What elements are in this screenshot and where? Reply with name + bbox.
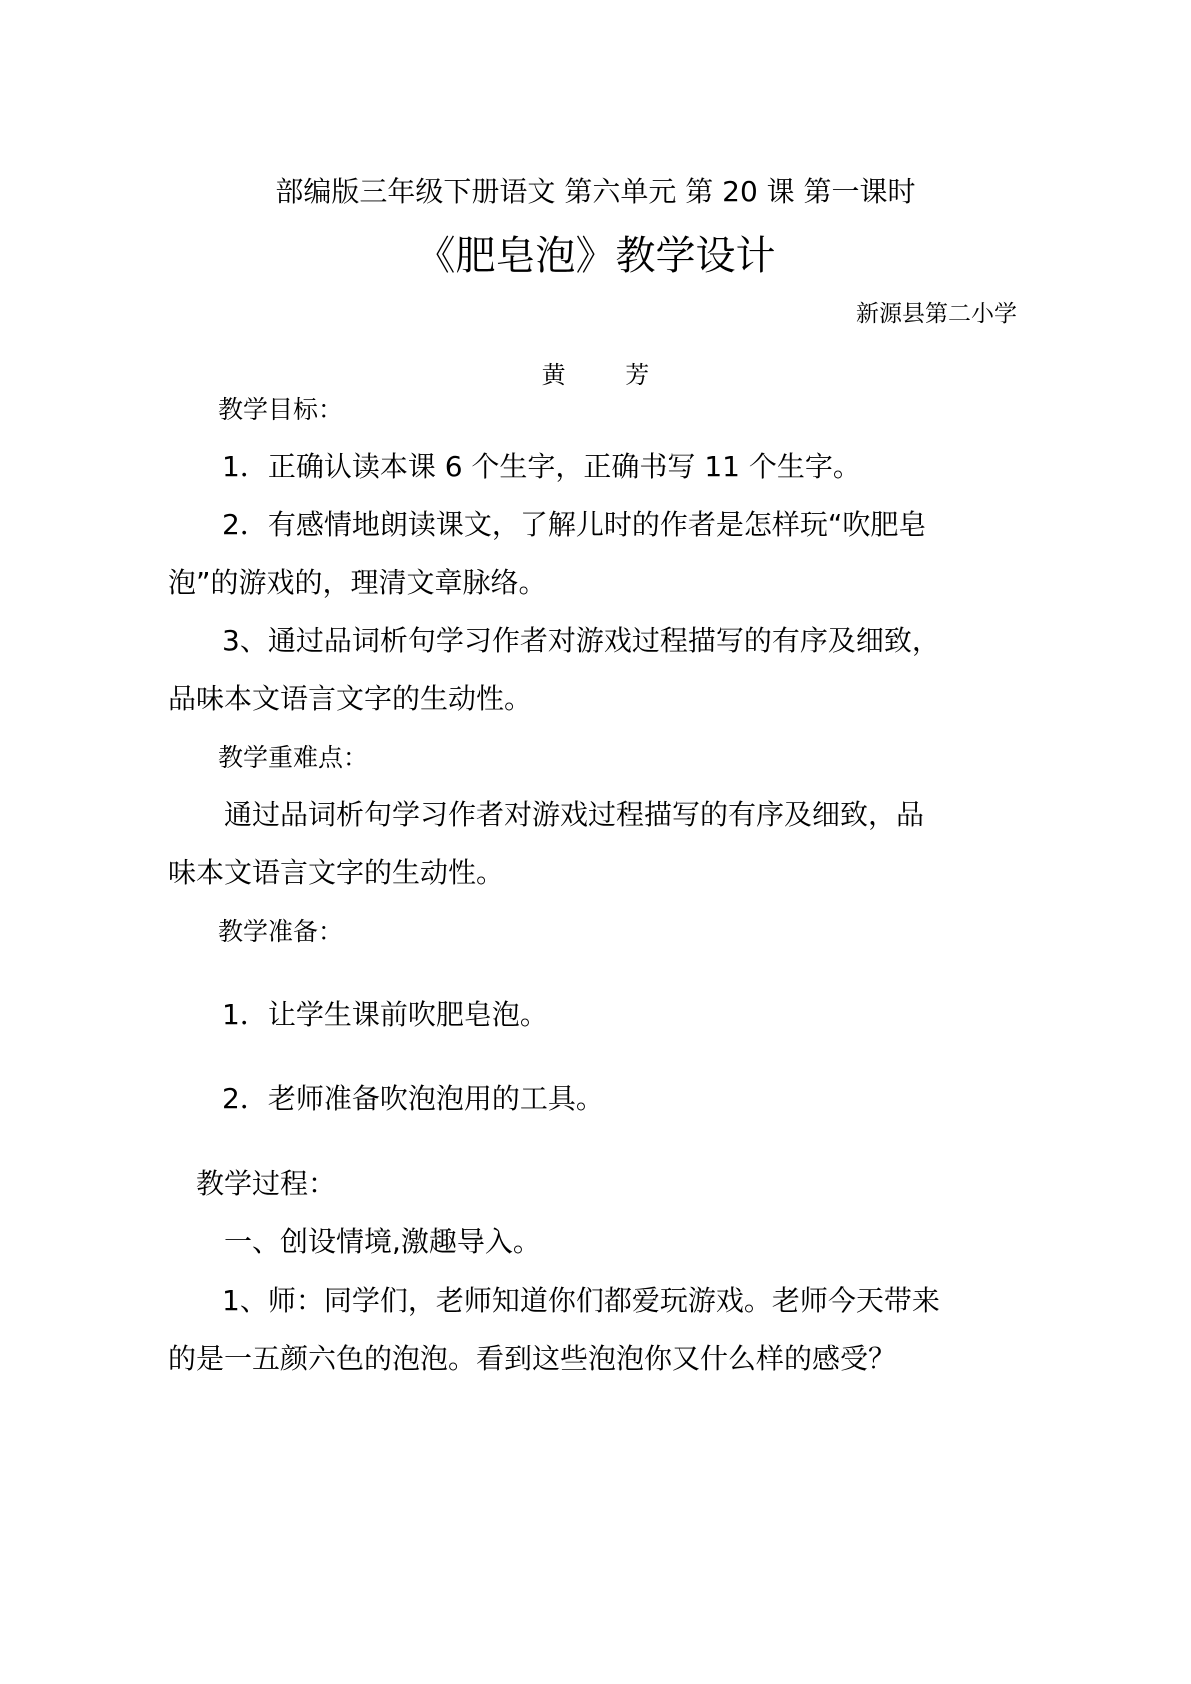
preparation-item-2: 2．老师准备吹泡泡用的工具。 [222, 1082, 604, 1115]
school-name: 新源县第二小学 [856, 301, 1017, 327]
goals-heading: 教学目标： [218, 395, 344, 424]
goal-item-3-line-1: 3、通过品词析句学习作者对游戏过程描写的有序及细致， [222, 624, 940, 657]
preparation-heading: 教学准备： [218, 917, 344, 946]
key-points-heading: 教学重难点： [218, 743, 369, 772]
author-name: 黄 芳 [541, 361, 676, 389]
goal-item-2-line-1: 2．有感情地朗读课文，了解儿时的作者是怎样玩“吹肥皂 [222, 508, 927, 541]
course-info-heading: 部编版三年级下册语文 第六单元 第 20 课 第一课时 [275, 175, 916, 208]
process-step-1: 一、创设情境,激趣导入。 [224, 1225, 541, 1258]
goal-item-2-line-2: 泡”的游戏的，理清文章脉络。 [168, 566, 547, 599]
process-step-1-1-line-1: 1、师：同学们，老师知道你们都爱玩游戏。老师今天带来 [222, 1284, 940, 1317]
goal-item-3-line-2: 品味本文语言文字的生动性。 [168, 682, 533, 715]
document-title: 《肥皂泡》教学设计 [415, 233, 776, 279]
process-heading: 教学过程： [196, 1167, 337, 1200]
goal-item-1: 1．正确认读本课 6 个生字，正确书写 11 个生字。 [222, 450, 861, 483]
process-step-1-1-line-2: 的是一五颜六色的泡泡。看到这些泡泡你又什么样的感受？ [168, 1342, 897, 1375]
key-points-line-1: 通过品词析句学习作者对游戏过程描写的有序及细致，品 [224, 798, 925, 831]
key-points-line-2: 味本文语言文字的生动性。 [168, 856, 505, 889]
preparation-item-1: 1．让学生课前吹肥皂泡。 [222, 998, 548, 1031]
